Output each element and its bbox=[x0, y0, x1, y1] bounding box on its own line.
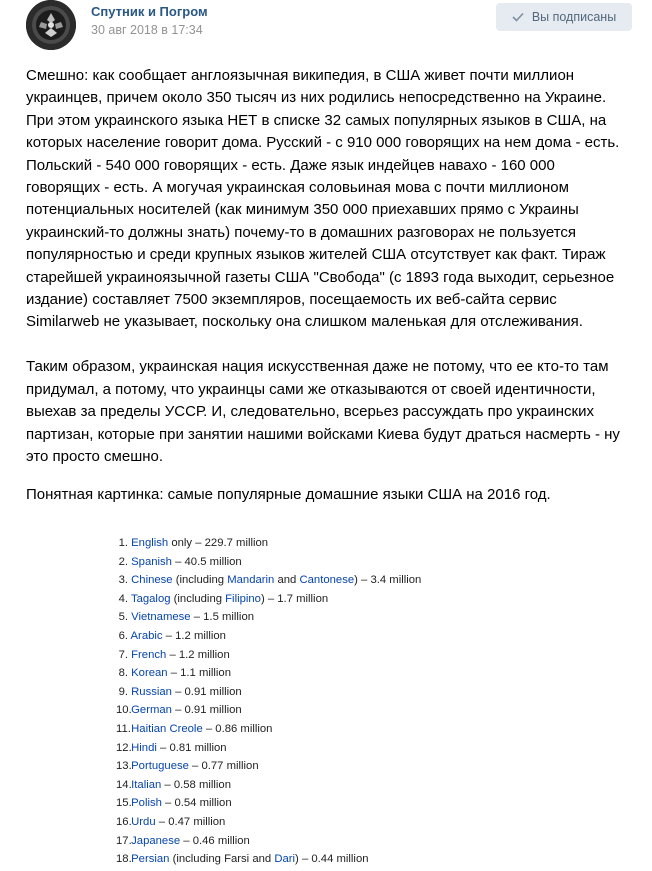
languages-list-image bbox=[116, 534, 536, 869]
language-link: Mandarin bbox=[227, 574, 275, 587]
language-link: Vietnamese bbox=[131, 611, 191, 624]
language-count-text: ) – 0.44 million bbox=[295, 853, 369, 866]
language-count-text: – 1.1 million bbox=[167, 667, 231, 680]
subscribed-label: Вы подписаны bbox=[531, 10, 617, 24]
language-count-text: – 0.91 million bbox=[171, 685, 242, 698]
list-item-number: 17. bbox=[116, 834, 132, 847]
language-list-item bbox=[116, 701, 536, 720]
language-count-text: – 0.81 million bbox=[156, 741, 227, 754]
language-count-text: – 0.77 million bbox=[188, 760, 259, 773]
language-list-item bbox=[116, 832, 536, 851]
language-list-item bbox=[116, 813, 536, 832]
language-list-item bbox=[116, 608, 536, 627]
language-list-item bbox=[116, 627, 536, 646]
avatar-image bbox=[26, 0, 76, 50]
post-paragraph-1: Смешно: как сообщает англоязычная википедия, в США живет почти миллион украинцев, причем около 350 тысяч из них родились непосредственно на Украине. При этом украинского языка НЕТ в списке 32 самых популярных языков в США, на которых население говорит дома. Русский - с 910 000 говорящих на нем дома - есть. Польский - 540 000 говорящих - есть. Даже язык индейцев навахо - 160 000 говорящих - есть. А могучая украинская соловьиная мова с почти миллионом потенциальных носителей (как минимум 350 000 приехавших прямо с Украины украинский-то должны знать) почему-то в домашних разговорах не пользуется популярностью и среди крупных языков жителей США отсутствует как факт. Тираж старейшей украиноязычной газеты США "Свобода" (с 1893 года выходит, серьезное издание) составляет 7500 экземпляров, посещаемость их веб-сайта сервис Similarweb не указывает, поскольку она слишком маленькая для отслеживания. bbox=[26, 67, 620, 331]
language-count-text: – 1.5 million bbox=[190, 611, 255, 624]
language-list-item bbox=[116, 553, 536, 572]
language-link: Arabic bbox=[130, 629, 163, 642]
language-link: Filipino bbox=[225, 592, 261, 605]
language-link: Dari bbox=[274, 853, 296, 866]
language-list-item bbox=[116, 590, 536, 609]
language-count-text: (including Farsi and bbox=[169, 853, 275, 866]
language-link: Portuguese bbox=[131, 760, 189, 773]
list-item-number: 2. bbox=[118, 555, 128, 568]
language-count-text: – 1.2 million bbox=[166, 648, 230, 661]
language-link: Urdu bbox=[131, 815, 156, 828]
language-link: English bbox=[131, 537, 169, 549]
language-count-text: and bbox=[274, 574, 300, 587]
list-item-number: 8. bbox=[118, 667, 128, 680]
language-link: Polish bbox=[131, 797, 162, 810]
language-link: Spanish bbox=[131, 555, 172, 568]
language-count-text: ) – 3.4 million bbox=[354, 574, 422, 587]
language-list-item bbox=[116, 720, 536, 739]
language-count-text: – 40.5 million bbox=[171, 555, 242, 568]
language-link: German bbox=[131, 704, 172, 717]
language-count-text: – 0.54 million bbox=[161, 797, 232, 810]
list-item-number: 10. bbox=[116, 704, 132, 717]
list-item-number: 13. bbox=[116, 760, 132, 773]
post-header bbox=[0, 0, 652, 52]
language-list-item bbox=[116, 571, 536, 590]
language-count-text: only – 229.7 million bbox=[168, 537, 269, 549]
language-link: Japanese bbox=[131, 834, 181, 847]
post-date[interactable]: 30 авг 2018 в 17:34 bbox=[91, 23, 203, 37]
language-list-item bbox=[116, 850, 536, 869]
list-item-number: 15. bbox=[116, 797, 132, 810]
list-item-number: 16. bbox=[116, 815, 132, 828]
language-link: Tagalog bbox=[130, 592, 171, 605]
post-paragraph-2: Таким образом, украинская нация искусственная даже не потому, что ее кто-то там придумал, а потому, что украинцы сами же отказываются от своей идентичности, выехав за пределы УССР. И, следовательно, всерьез рассуждать про украинских партизан, которые при занятии нашими войсками Киева будут драться насмерть - ну это просто смешно. bbox=[26, 358, 620, 465]
list-item-number: 9. bbox=[118, 685, 128, 698]
list-item-number: 4. bbox=[118, 592, 128, 605]
language-list-item bbox=[116, 646, 536, 665]
language-link: Korean bbox=[131, 667, 168, 680]
language-link: Italian bbox=[131, 778, 162, 791]
language-list-item bbox=[116, 794, 536, 813]
language-count-text: – 1.2 million bbox=[162, 629, 226, 642]
language-count-text: – 0.47 million bbox=[155, 815, 226, 828]
subscribed-button[interactable] bbox=[496, 3, 632, 31]
check-icon bbox=[512, 12, 524, 22]
language-link: Persian bbox=[131, 853, 170, 866]
post-caption: Понятная картинка: самые популярные домашние языки США на 2016 год. bbox=[26, 486, 551, 503]
language-list-item bbox=[116, 757, 536, 776]
list-item-number: 1. bbox=[118, 537, 128, 549]
language-link: Russian bbox=[131, 685, 172, 698]
list-item-number: 12. bbox=[116, 741, 132, 754]
language-list-item bbox=[116, 534, 536, 553]
language-list-item bbox=[116, 664, 536, 683]
language-link: Cantonese bbox=[299, 574, 355, 587]
language-count-text: (including bbox=[172, 574, 228, 587]
list-item-number: 6. bbox=[118, 629, 128, 642]
language-list-item bbox=[116, 683, 536, 702]
language-list-item bbox=[116, 776, 536, 795]
language-count-text: – 0.58 million bbox=[161, 778, 231, 791]
author-name[interactable]: Спутник и Погром bbox=[91, 4, 208, 19]
language-link: French bbox=[131, 648, 167, 661]
post-body bbox=[26, 65, 638, 468]
list-item-number: 7. bbox=[118, 648, 128, 661]
language-list-item bbox=[116, 739, 536, 758]
language-count-text: – 0.91 million bbox=[171, 704, 242, 717]
avatar[interactable] bbox=[26, 0, 76, 50]
list-item-number: 3. bbox=[118, 574, 128, 587]
list-item-number: 5. bbox=[118, 611, 128, 624]
language-count-text: (including bbox=[170, 592, 226, 605]
language-count-text: – 0.46 million bbox=[180, 834, 250, 847]
language-link: Chinese bbox=[131, 574, 173, 587]
language-count-text: – 0.86 million bbox=[202, 722, 273, 735]
list-item-number: 11. bbox=[116, 722, 131, 735]
language-link: Hindi bbox=[131, 741, 157, 754]
list-item-number: 14. bbox=[116, 778, 132, 791]
language-count-text: ) – 1.7 million bbox=[260, 592, 329, 605]
list-item-number: 18. bbox=[116, 853, 132, 866]
language-link: Haitian Creole bbox=[131, 722, 203, 735]
